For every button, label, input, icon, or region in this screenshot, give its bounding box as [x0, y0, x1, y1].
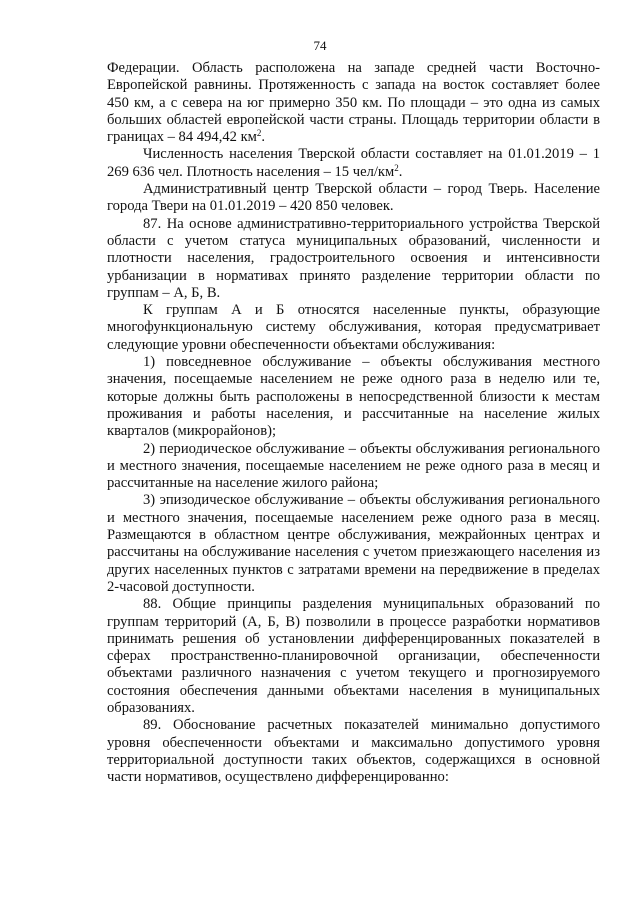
paragraph-text: Федерации. Область расположена на западе средней части Восточно-Европейской равнины. Протяженность с запада на восток составляет более 450 км, а с севера на юг примерно 350 км. По площади – это одна из самых больших областей европейской части страны. Площадь территории области в границах – 84 494,42 км	[107, 60, 600, 146]
paragraph-admin-center: Административный центр Тверской области – город Тверь. Население города Твери на 01.01.2019 – 420 850 человек.	[107, 181, 600, 215]
paragraph-groups-a-b: К группам А и Б относятся населенные пункты, образующие многофункциональную систему обслуживания, которая предусматривает следующие уровни обеспеченности объектами обслуживания:	[107, 302, 600, 353]
paragraph-item-3: 3) эпизодическое обслуживание – объекты обслуживания регионального и местного значения, посещаемые населением реже одного раза в месяц. Размещаются в областном центре обслуживания, межрайонных центрах и рассчитаны на обслуживание населения с учетом приезжающего населения из других населенных пунктов с затратами времени на передвижение в пределах 2-часовой доступности.	[107, 492, 600, 595]
paragraph-area-description	[107, 60, 600, 146]
paragraph-88: 88. Общие принципы разделения муниципальных образований по группам территорий (А, Б, В) позволили в процессе разработки нормативов принимать решения об установлении дифференцированных показателей в сферах пространственно-планировочной организации, обеспеченности объектами различного назначения с учетом текущего и прогнозируемого состояния обеспечения данными объектами населения в муниципальных образованиях.	[107, 596, 600, 716]
paragraph-population	[107, 146, 600, 181]
superscript: 2	[256, 128, 262, 139]
paragraph-item-1: 1) повседневное обслуживание – объекты обслуживания местного значения, посещаемые населением не реже одного раза в неделю или те, которые должны быть расположены в непосредственной близости к местам проживания и работы населения, и рассчитанные на население жилых кварталов (микрорайонов);	[107, 354, 600, 440]
superscript: 2	[394, 162, 399, 173]
paragraph-89: 89. Обоснование расчетных показателей минимально допустимого уровня обеспеченности объектами и максимально допустимого уровня территориальной доступности таких объектов, содержащихся в основной части нормативов, осуществлено дифференцированно:	[107, 717, 600, 786]
paragraph-tail: .	[261, 129, 266, 146]
paragraph-text: Численность населения Тверской области составляет на 01.01.2019 – 1 269 636 чел. Плотность населения – 15 чел/км	[107, 146, 600, 180]
page-number: 74	[313, 38, 327, 53]
paragraph-tail: .	[398, 163, 403, 180]
document-body	[107, 60, 600, 786]
paragraph-87: 87. На основе административно-территориального устройства Тверской области с учетом статуса муниципальных образований, численности и плотности населения, градостроительного освоения и интенсивности урбанизации в нормативах принято разделение территории области по группам – А, Б, В.	[107, 215, 600, 301]
paragraph-item-2: 2) периодическое обслуживание – объекты обслуживания регионального и местного значения, посещаемые населением не реже одного раза в месяц и рассчитанные на население жилого района;	[107, 440, 600, 492]
